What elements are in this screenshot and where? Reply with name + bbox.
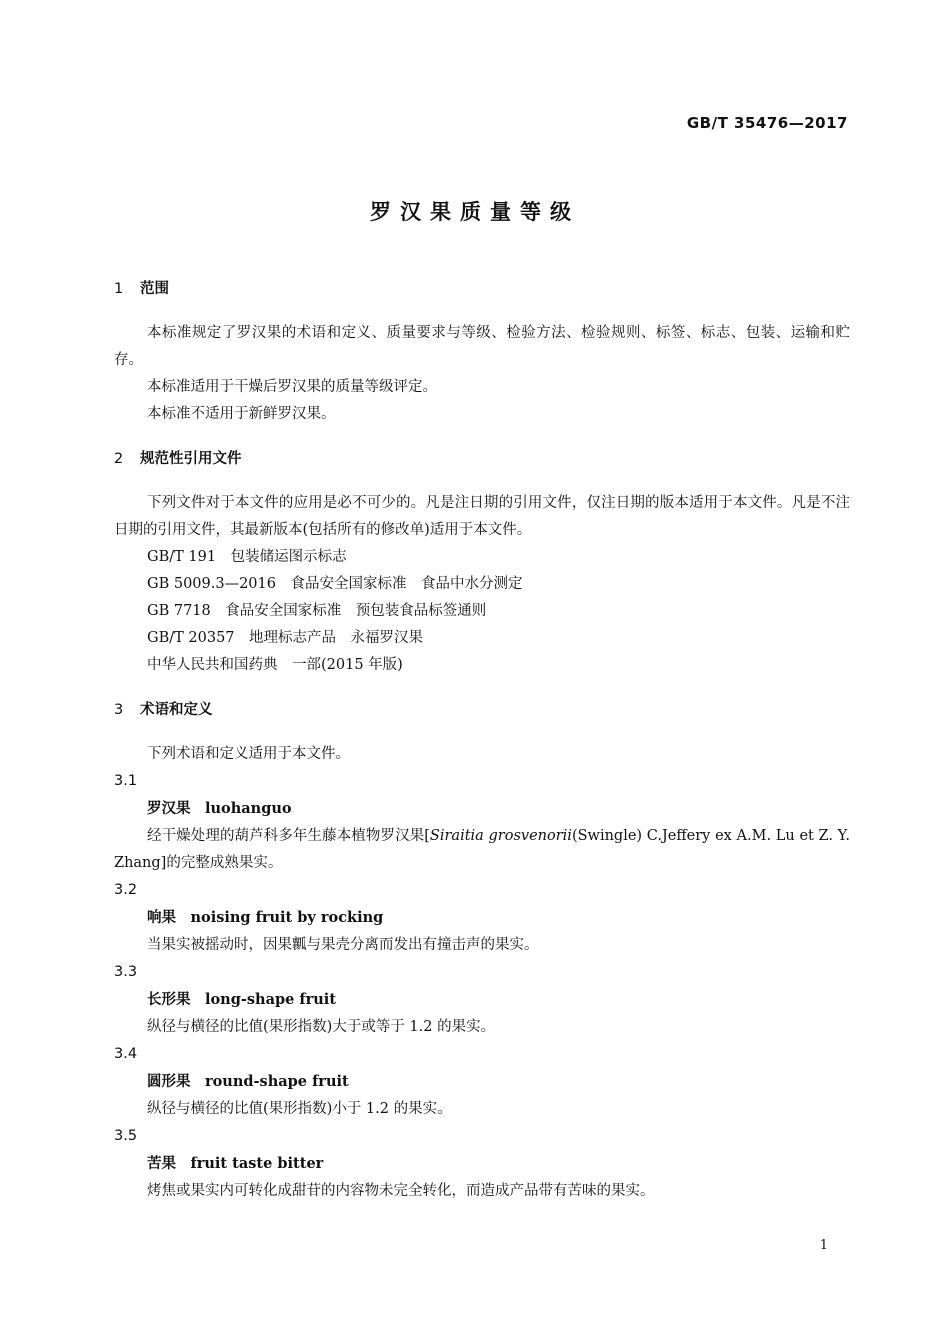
term-zh: 罗汉果: [147, 801, 191, 817]
standard-code: GB/T 35476—2017: [686, 114, 848, 132]
term-en: round-shape fruit: [205, 1073, 349, 1090]
term-zh: 苦果: [147, 1156, 176, 1172]
section-title: 规范性引用文件: [140, 451, 242, 467]
term-heading: [114, 1150, 850, 1178]
term-heading: [114, 986, 850, 1014]
term-number: 3.2: [114, 882, 138, 898]
term-number: 3.3: [114, 964, 138, 980]
term-en: long-shape fruit: [205, 991, 337, 1008]
reference-item: GB/T 191 包装储运图示标志: [147, 549, 347, 565]
paragraph: 下列术语和定义适用于本文件。: [147, 746, 350, 762]
section-title: 术语和定义: [140, 702, 213, 718]
paragraph: 本标准不适用于新鲜罗汉果。: [147, 406, 336, 422]
term-zh: 长形果: [147, 992, 191, 1008]
paragraph: 本标准适用于干燥后罗汉果的质量等级评定。: [147, 379, 437, 395]
paragraph: 下列文件对于本文件的应用是必不可少的。凡是注日期的引用文件，仅注日期的版本适用于本文件。凡是不注日期的引用文件，其最新版本(包括所有的修改单)适用于本文件。: [114, 495, 850, 538]
term-number: 3.1: [114, 773, 138, 789]
term-heading: [114, 1068, 850, 1096]
term-heading: [114, 904, 850, 932]
reference-item: GB 5009.3—2016 食品安全国家标准 食品中水分测定: [147, 576, 523, 592]
section-number: 1: [114, 281, 124, 297]
term-number: 3.4: [114, 1046, 138, 1062]
reference-item: 中华人民共和国药典 一部(2015 年版): [147, 657, 403, 673]
term-definition: [114, 823, 850, 877]
term-zh: 圆形果: [147, 1074, 191, 1090]
reference-item: GB 7718 食品安全国家标准 预包装食品标签通则: [147, 603, 487, 619]
section-title: 范围: [140, 281, 169, 297]
term-definition: 烤焦或果实内可转化成甜苷的内容物未完全转化，而造成产品带有苦味的果实。: [147, 1183, 655, 1199]
term-number: 3.5: [114, 1128, 138, 1144]
section-number: 3: [114, 702, 124, 718]
term-definition: 纵径与横径的比值(果形指数)小于 1.2 的果实。: [147, 1101, 452, 1117]
term-en: fruit taste bitter: [190, 1155, 324, 1172]
paragraph: 本标准规定了罗汉果的术语和定义、质量要求与等级、检验方法、检验规则、标签、标志、包装、运输和贮存。: [114, 325, 850, 368]
section-heading-scope: [114, 278, 850, 300]
term-definition: 当果实被摇动时，因果瓤与果壳分离而发出有撞击声的果实。: [147, 937, 539, 953]
species-name: Siraitia grosvenorii: [429, 828, 572, 844]
term-definition: 纵径与横径的比值(果形指数)大于或等于 1.2 的果实。: [147, 1019, 496, 1035]
term-en: luohanguo: [205, 800, 292, 817]
term-zh: 响果: [147, 910, 176, 926]
section-number: 2: [114, 451, 124, 467]
definition-text: (Swingle) C.Jeffery ex A.M. Lu et Z. Y. Zhang]的完整成熟果实。: [114, 828, 850, 871]
page-number: 1: [819, 1238, 828, 1253]
term-en: noising fruit by rocking: [190, 909, 384, 926]
reference-item: GB/T 20357 地理标志产品 永福罗汉果: [147, 630, 424, 646]
document-body: [114, 278, 850, 1205]
section-heading-normative-references: [114, 448, 850, 470]
term-heading: [114, 795, 850, 823]
definition-text: 经干燥处理的葫芦科多年生藤本植物罗汉果[: [147, 828, 430, 844]
section-heading-terms: [114, 699, 850, 721]
document-title: 罗汉果质量等级: [370, 200, 580, 224]
